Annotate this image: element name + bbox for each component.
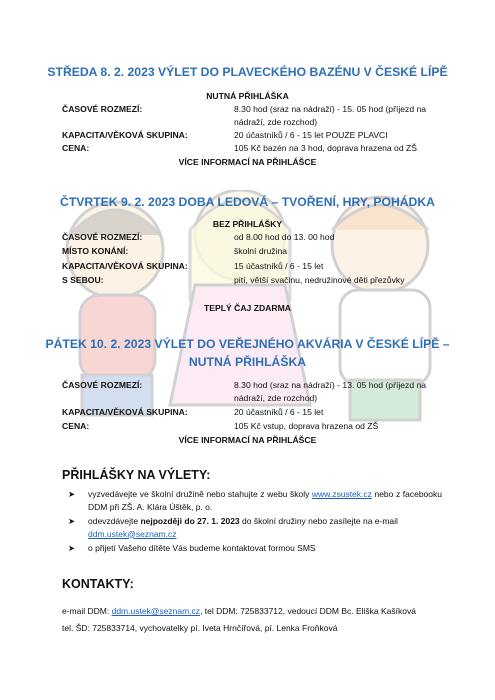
event-2-title: ČTVRTEK 9. 2. 2023 DOBA LEDOVÁ – TVOŘENÍ, HRY, POHÁDKA bbox=[60, 195, 435, 209]
arrow-bullet-icon: ➤ bbox=[68, 489, 76, 499]
school-website-link[interactable]: www.zsustek.cz bbox=[311, 489, 372, 499]
event-2-footer: TEPLÝ ČAJ ZDARMA bbox=[204, 303, 291, 313]
contacts-line-1: e-mail DDM: ddm.ustek@seznam.cz, tel DDM: 725833712, vedoucí DDM Bc. Eliška Kašíková bbox=[62, 606, 416, 616]
row-label: S SEBOU: bbox=[62, 275, 104, 285]
contacts-line-2: tel. ŠD: 725833714, vychovatelky pí. Iveta Hrnčířová, pí. Lenka Froňková bbox=[62, 623, 338, 633]
event-1-title: STŘEDA 8. 2. 2023 VÝLET DO PLAVECKÉHO BAZÉNU V ČESKÉ LÍPĚ bbox=[47, 65, 448, 79]
row-label: MÍSTO KONÁNÍ: bbox=[62, 246, 129, 256]
list-item: ➤ odevzdávejte nejpozději do 27. 1. 2023 do školní družiny nebo zasílejte na e-mail ddm.ustek@seznam.cz bbox=[68, 516, 398, 539]
row-label: CENA: bbox=[62, 421, 90, 431]
event-2-registration: BEZ PŘIHLÁŠKY bbox=[212, 219, 283, 229]
event-3-footer: VÍCE INFORMACÍ NA PŘIHLÁŠCE bbox=[178, 435, 317, 445]
row-label: CENA: bbox=[62, 143, 90, 153]
deadline-text: nejpozději do 27. 1. 2023 bbox=[140, 516, 240, 526]
list-item: ➤ o přijetí Vašeho dítěte Vás budeme kontaktovat formou SMS bbox=[68, 543, 316, 553]
arrow-bullet-icon: ➤ bbox=[68, 543, 76, 553]
event-3-title-line2: NUTNÁ PŘIHLÁŠKA bbox=[188, 355, 307, 369]
contact-email-link[interactable]: ddm.ustek@seznam.cz bbox=[111, 606, 201, 616]
row-value: 20 účastníků / 6 - 15 let bbox=[234, 407, 324, 417]
event-1-registration: NUTNÁ PŘIHLÁŠKA bbox=[206, 91, 289, 101]
row-value: pití, větší svačinu, nedružinové děti přezůvky bbox=[234, 275, 405, 285]
email-link[interactable]: ddm.ustek@seznam.cz bbox=[88, 528, 177, 539]
row-label: KAPACITA/VĚKOVÁ SKUPINA: bbox=[62, 407, 188, 417]
event-1-footer: VÍCE INFORMACÍ NA PŘIHLÁŠCE bbox=[178, 157, 317, 167]
arrow-bullet-icon: ➤ bbox=[68, 516, 76, 526]
row-label: ČASOVÉ ROZMEZÍ: bbox=[62, 232, 143, 242]
list-item: ➤ vyzvedávejte ve školní družině nebo stahujte z webu školy www.zsustek.cz nebo z facebooku DDM při ZŠ. A. Klára Úštěk, p. o. bbox=[68, 489, 442, 512]
row-label: ČASOVÉ ROZMEZÍ: bbox=[62, 380, 143, 390]
row-value: školní družina bbox=[234, 246, 288, 256]
row-value: 8.30 hod (sraz na nádraží) - 13. 05 hod (příjezd na nádraží, zde rozchod) bbox=[234, 380, 427, 403]
row-value: 8.30 hod (sraz na nádraží) - 15. 05 hod (příjezd na nádraží, zde rozchod) bbox=[234, 104, 427, 127]
registration-heading: PŘIHLÁŠKY NA VÝLETY: bbox=[62, 468, 211, 482]
row-value: 105 Kč bazén na 3 hod, doprava hrazena od ZŠ bbox=[234, 143, 417, 153]
row-value: 20 účastníků / 6 - 15 let POUZE PLAVCI bbox=[234, 130, 388, 140]
row-label: KAPACITA/VĚKOVÁ SKUPINA: bbox=[62, 261, 188, 271]
row-value: od 8.00 hod do 13. 00 hod bbox=[234, 232, 335, 242]
event-3-title-line1: PÁTEK 10. 2. 2023 VÝLET DO VEŘEJNÉHO AKVÁRIA V ČESKÉ LÍPĚ – bbox=[45, 337, 450, 351]
row-label: ČASOVÉ ROZMEZÍ: bbox=[62, 104, 143, 114]
row-value: 105 Kč vstup, doprava hrazena od ZŠ bbox=[234, 421, 379, 431]
row-label: KAPACITA/VĚKOVÁ SKUPINA: bbox=[62, 130, 188, 140]
contacts-heading: KONTAKTY: bbox=[62, 577, 134, 591]
registration-list bbox=[62, 488, 442, 557]
row-value: 15 účastníků / 6 - 15 let bbox=[234, 261, 324, 271]
